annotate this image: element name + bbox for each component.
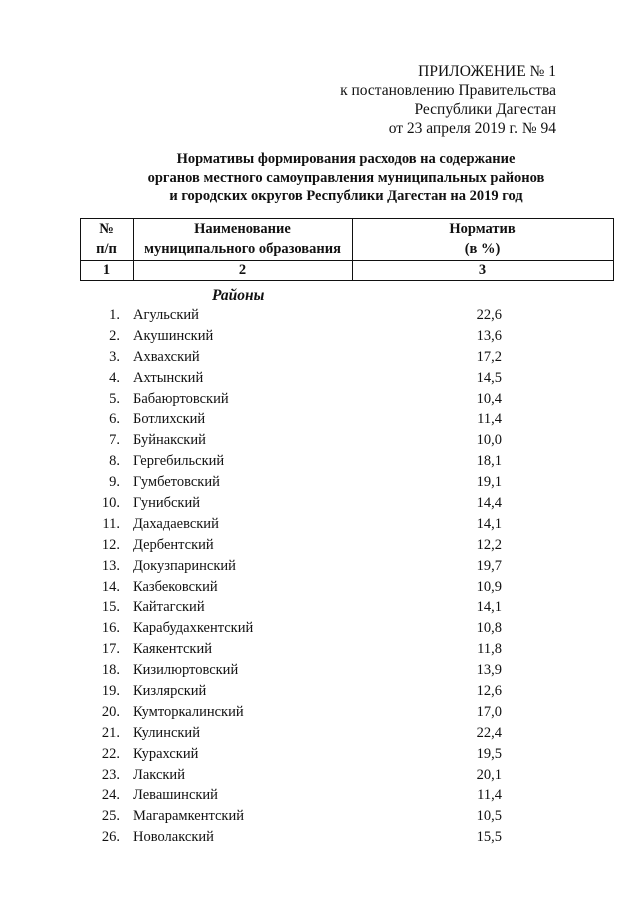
row-number: 2. <box>109 327 120 344</box>
municipality-name: Кумторкалинский <box>133 703 244 720</box>
norm-value: 15,5 <box>476 829 502 846</box>
table-row <box>80 806 614 827</box>
municipality-name: Казбековский <box>133 578 218 595</box>
title-line-3: и городских округов Республики Дагестан на 2019 год <box>169 188 523 204</box>
row-number: 1. <box>109 307 120 323</box>
norm-value: 11,4 <box>477 787 502 804</box>
norm-value: 22,4 <box>476 724 502 741</box>
table-row <box>80 472 614 493</box>
municipality-name: Ахтынский <box>133 369 204 386</box>
table-row <box>80 514 614 535</box>
municipality-name: Каякентский <box>133 641 212 658</box>
row-number: 24. <box>101 787 120 804</box>
municipality-name: Кизилюртовский <box>133 662 239 679</box>
municipality-name: Новолакский <box>133 829 214 846</box>
norm-value: 22,6 <box>476 307 502 323</box>
row-number: 16. <box>101 620 120 637</box>
row-number: 23. <box>101 766 120 783</box>
appendix-republic: Республики Дагестан <box>414 101 556 118</box>
municipality-name: Ботлихский <box>133 411 206 428</box>
municipality-name: Гунибский <box>133 495 200 512</box>
row-number: 9. <box>109 474 120 491</box>
table-row <box>80 639 614 660</box>
municipality-name: Агульский <box>133 307 199 323</box>
norm-value: 19,1 <box>476 474 502 491</box>
table-right-border <box>613 218 614 280</box>
row-number: 20. <box>101 703 120 720</box>
row-number: 25. <box>101 808 120 825</box>
norm-value: 19,5 <box>476 745 502 762</box>
row-number: 3. <box>109 348 120 365</box>
municipality-name: Магарамкентский <box>133 808 244 825</box>
norm-value: 12,6 <box>476 683 502 700</box>
table-row <box>80 577 614 598</box>
norm-value: 14,4 <box>476 495 502 512</box>
table-row <box>80 660 614 681</box>
table-row <box>80 493 614 514</box>
row-number: 21. <box>101 724 120 741</box>
norm-value: 14,1 <box>476 599 502 616</box>
row-number: 11. <box>102 515 120 532</box>
norm-value: 14,5 <box>476 369 502 386</box>
table-row <box>80 702 614 723</box>
table-row <box>80 618 614 639</box>
municipality-name: Докузпаринский <box>133 557 236 574</box>
municipality-name: Курахский <box>133 745 199 762</box>
municipality-name: Карабудахкентский <box>133 620 254 637</box>
section-title-districts: Районы <box>212 287 265 304</box>
norm-value: 17,2 <box>476 348 502 365</box>
table-row <box>80 326 614 347</box>
table-row <box>80 305 614 326</box>
norm-value: 10,0 <box>476 432 502 449</box>
table-body <box>80 305 614 848</box>
norm-value: 14,1 <box>476 515 502 532</box>
municipality-name: Левашинский <box>133 787 218 804</box>
norm-value: 10,8 <box>476 620 502 637</box>
appendix-reference: к постановлению Правительства <box>340 82 556 99</box>
appendix-number: ПРИЛОЖЕНИЕ № 1 <box>418 63 556 80</box>
municipality-name: Лакский <box>133 766 185 783</box>
header-col-name: Наименование муниципального образования <box>144 221 341 257</box>
norm-value: 17,0 <box>476 703 502 720</box>
municipality-name: Бабаюртовский <box>133 390 229 407</box>
norm-value: 20,1 <box>476 766 502 783</box>
norm-value: 11,4 <box>477 411 502 428</box>
table-row <box>80 765 614 786</box>
table-row <box>80 785 614 806</box>
municipality-name: Дахадаевский <box>133 515 219 532</box>
row-number: 12. <box>101 536 120 553</box>
row-number: 15. <box>101 599 120 616</box>
municipality-name: Кулинский <box>133 724 200 741</box>
norm-value: 19,7 <box>476 557 502 574</box>
title-line-2: органов местного самоуправления муниципальных районов <box>147 169 545 186</box>
row-number: 26. <box>101 829 120 846</box>
norm-value: 10,4 <box>476 390 502 407</box>
row-number: 19. <box>101 683 120 700</box>
row-number: 8. <box>109 453 120 470</box>
row-number: 13. <box>101 557 120 574</box>
municipality-name: Ахвахский <box>133 348 200 365</box>
table-numbers-divider <box>80 280 614 281</box>
header-col-number: № п/п <box>96 221 117 257</box>
row-number: 7. <box>109 432 120 449</box>
table-row <box>80 723 614 744</box>
norm-value: 13,6 <box>476 327 502 344</box>
header-col-norm: Норматив (в %) <box>449 221 516 257</box>
norm-value: 13,9 <box>476 662 502 679</box>
municipality-name: Гумбетовский <box>133 474 220 491</box>
municipality-name: Буйнакский <box>133 432 206 449</box>
table-row <box>80 347 614 368</box>
row-number: 18. <box>101 662 120 679</box>
appendix-block <box>256 62 556 138</box>
row-number: 6. <box>109 411 120 428</box>
table-row <box>80 556 614 577</box>
municipality-name: Кизлярский <box>133 683 207 700</box>
municipality-name: Дербентский <box>133 536 214 553</box>
table-row <box>80 681 614 702</box>
norm-value: 18,1 <box>476 453 502 470</box>
municipality-name: Кайтагский <box>133 599 205 616</box>
table-row <box>80 368 614 389</box>
row-number: 22. <box>101 745 120 762</box>
column-number-3: 3 <box>478 262 487 278</box>
norm-value: 12,2 <box>476 536 502 553</box>
table-header-divider <box>80 260 614 261</box>
table-row <box>80 389 614 410</box>
table-row <box>80 744 614 765</box>
municipality-name: Гергебильский <box>133 453 225 470</box>
table-row <box>80 430 614 451</box>
table-row <box>80 451 614 472</box>
title-line-1: Нормативы формирования расходов на содержание <box>176 151 516 167</box>
municipality-name: Акушинский <box>133 327 214 344</box>
row-number: 17. <box>101 641 120 658</box>
table-row <box>80 409 614 430</box>
row-number: 4. <box>109 369 120 386</box>
norm-value: 11,8 <box>477 641 502 658</box>
row-number: 10. <box>101 495 120 512</box>
column-number-1: 1 <box>102 262 111 278</box>
row-number: 5. <box>109 390 120 407</box>
table-row <box>80 535 614 556</box>
table-row <box>80 597 614 618</box>
norm-value: 10,5 <box>476 808 502 825</box>
appendix-date: от 23 апреля 2019 г. № 94 <box>388 120 556 137</box>
column-number-2: 2 <box>238 262 247 278</box>
table-row <box>80 827 614 848</box>
row-number: 14. <box>101 578 120 595</box>
document-title <box>96 150 596 206</box>
norm-value: 10,9 <box>476 578 502 595</box>
